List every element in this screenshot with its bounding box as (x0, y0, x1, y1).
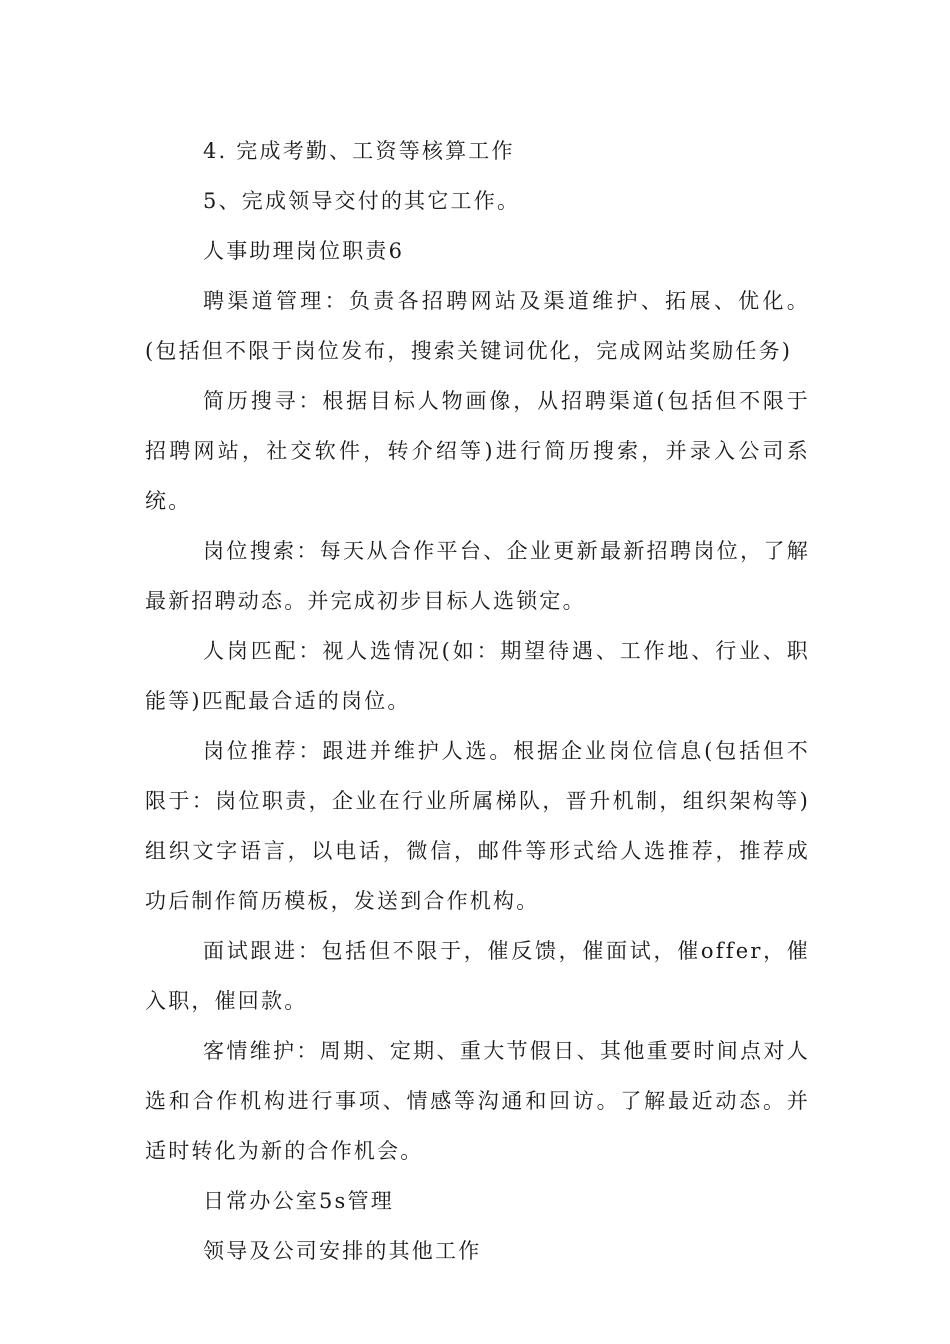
paragraph-interview-follow-up: 面试跟进：包括但不限于，催反馈，催面试，催offer，催入职，催回款。 (145, 939, 810, 1013)
paragraph-client-maintenance: 客情维护：周期、定期、重大节假日、其他重要时间点对人选和合作机构进行事项、情感等沟通和回访。了解最近动态。并适时转化为新的合作机会。 (145, 1039, 810, 1163)
section-heading: 人事助理岗位职责6 (203, 239, 405, 263)
paragraph-person-job-matching: 人岗匹配：视人选情况(如：期望待遇、工作地、行业、职能等)匹配最合适的岗位。 (145, 639, 810, 713)
paragraph-position-search: 岗位搜索：每天从合作平台、企业更新最新招聘岗位，了解最新招聘动态。并完成初步目标人选锁定。 (145, 539, 810, 613)
paragraph-position-recommendation: 岗位推荐：跟进并维护人选。根据企业岗位信息(包括但不限于：岗位职责，企业在行业所属梯队，晋升机制，组织架构等)组织文字语言，以电话，微信，邮件等形式给人选推荐，推荐成功后制作简历模板，发送到合作机构。 (145, 739, 810, 913)
paragraph-item-4: 4. 完成考勤、工资等核算工作 (203, 139, 515, 163)
paragraph-other-work: 领导及公司安排的其他工作 (203, 1239, 482, 1263)
paragraph-resume-search: 简历搜寻：根据目标人物画像，从招聘渠道(包括但不限于招聘网站，社交软件，转介绍等)进行简历搜索，并录入公司系统。 (145, 389, 810, 513)
paragraph-office-5s: 日常办公室5s管理 (203, 1189, 394, 1213)
paragraph-item-5: 5、完成领导交付的其它工作。 (203, 189, 521, 213)
document-body (145, 126, 810, 1276)
paragraph-channel-management: 聘渠道管理：负责各招聘网站及渠道维护、拓展、优化。(包括但不限于岗位发布，搜索关键词优化，完成网站奖励任务) (145, 289, 810, 363)
